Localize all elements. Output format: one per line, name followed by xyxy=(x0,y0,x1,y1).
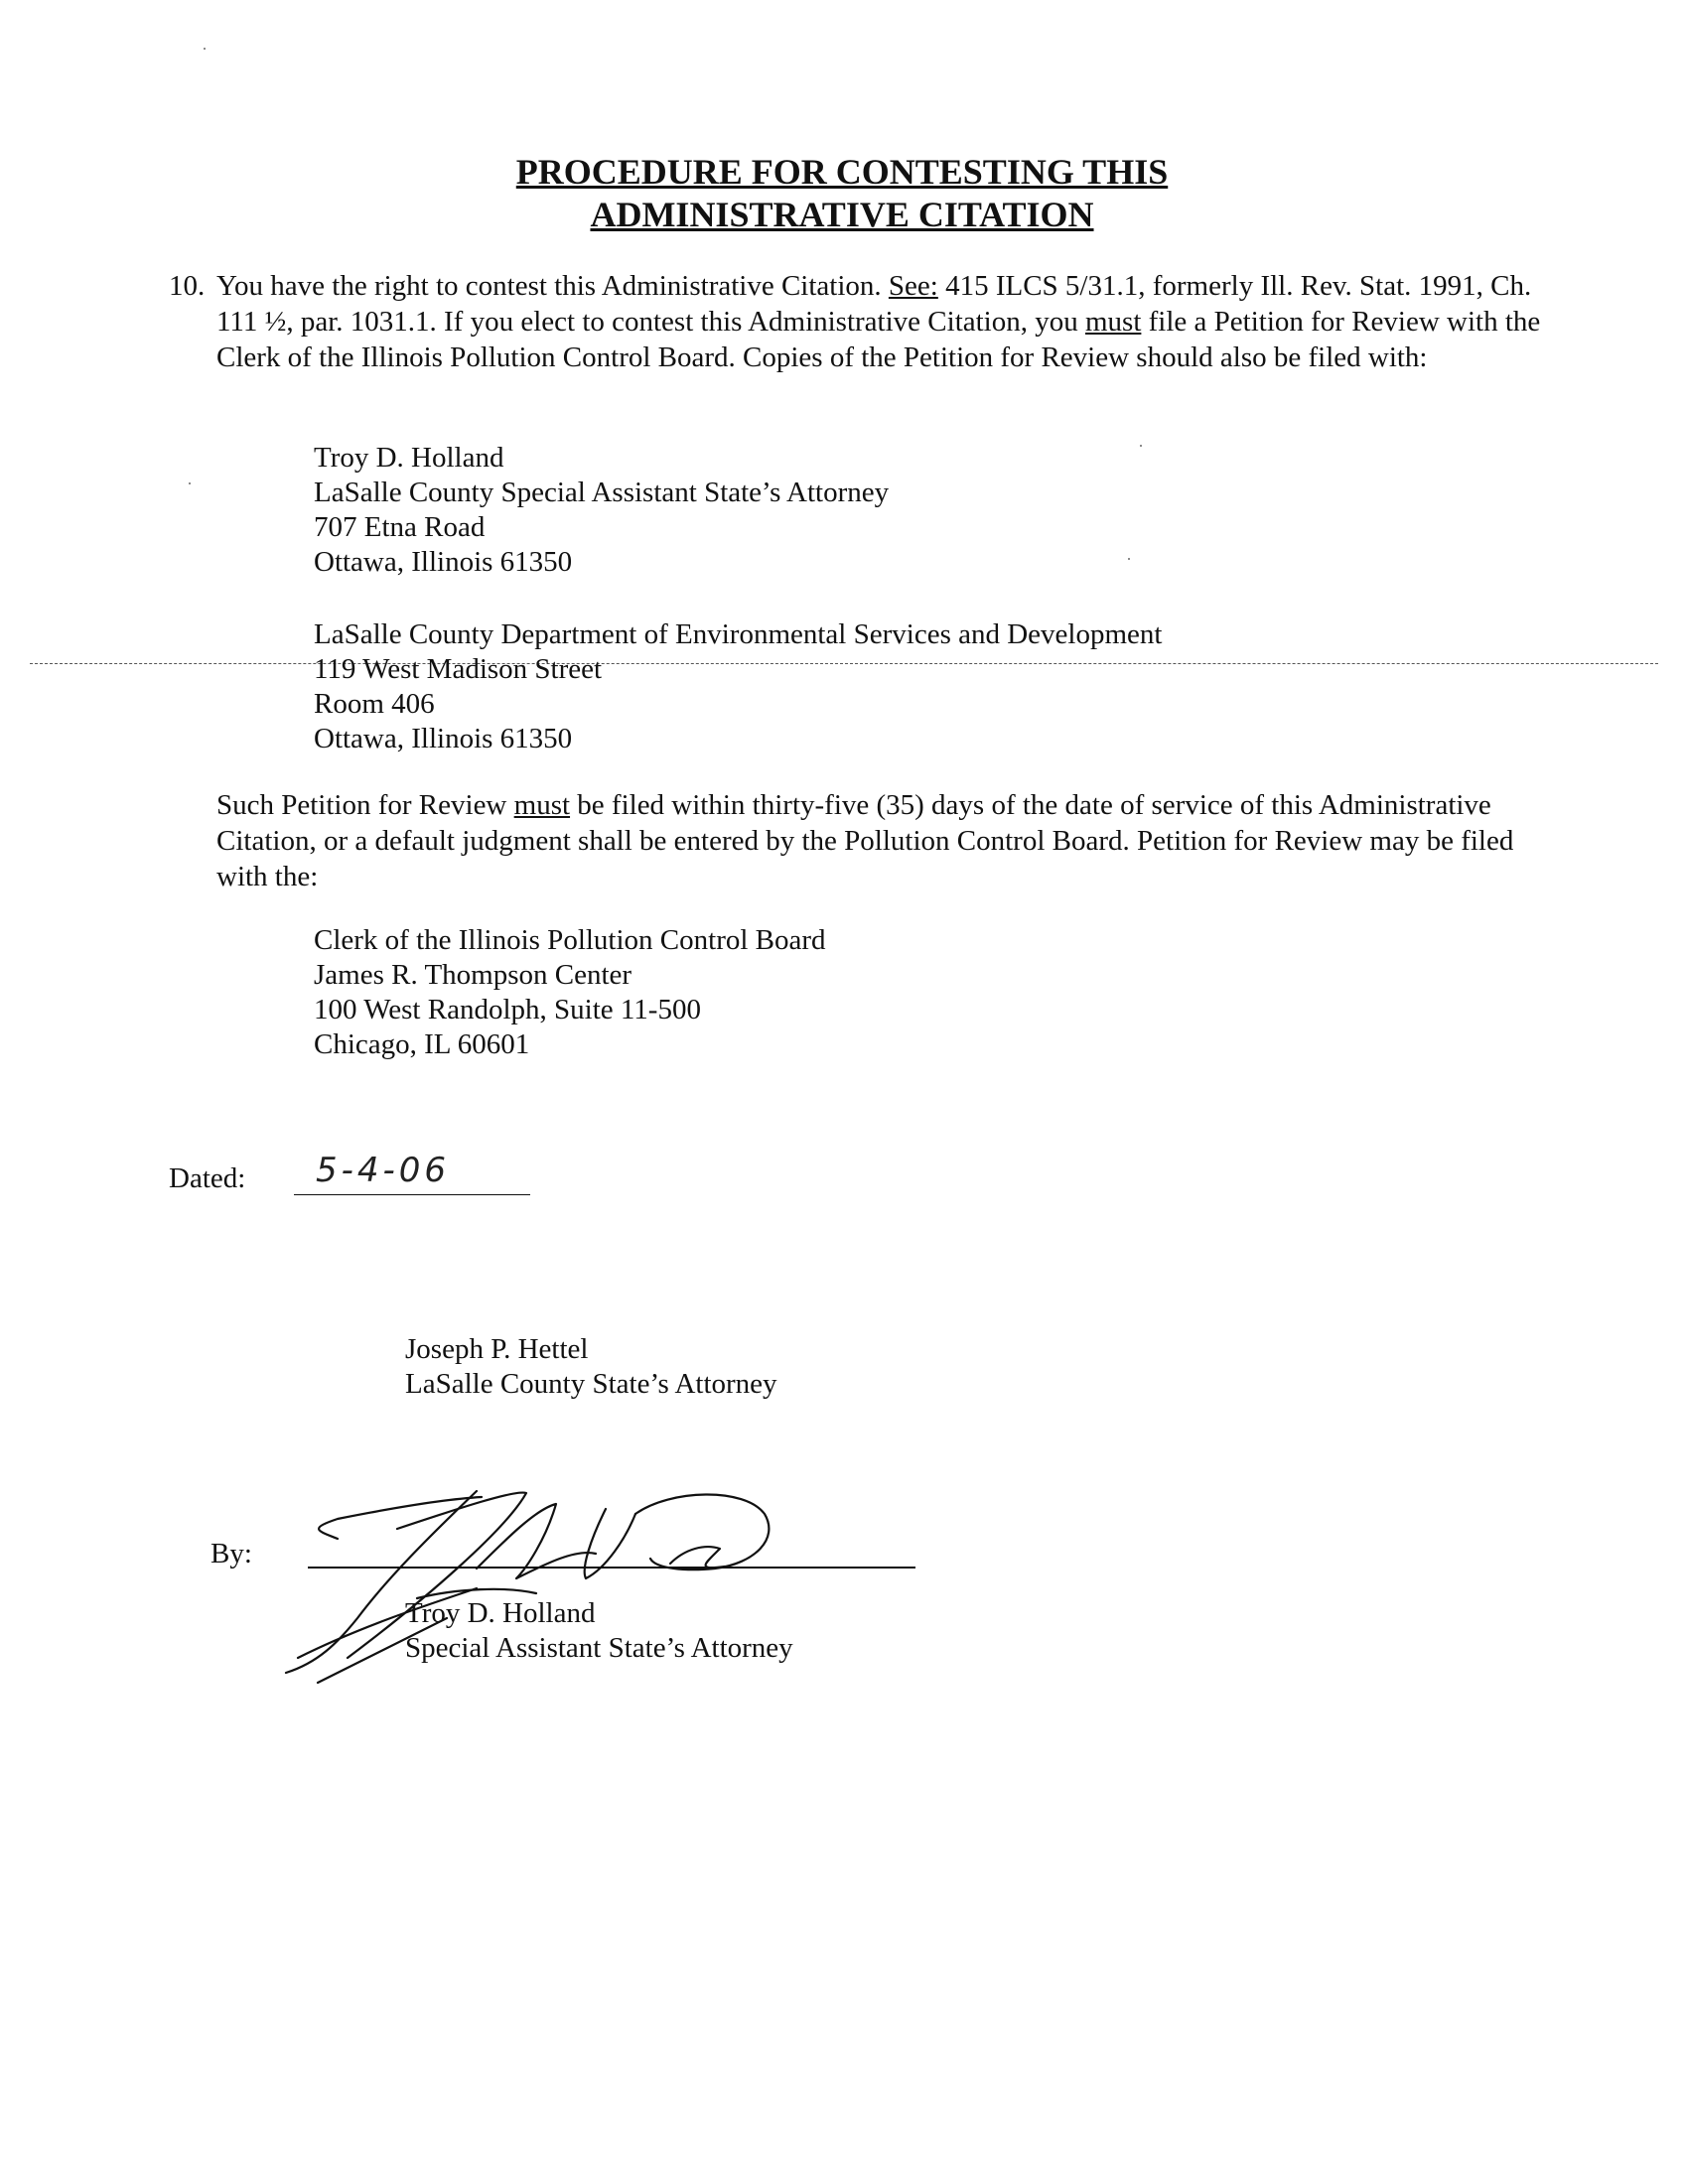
address-line: Ottawa, Illinois 61350 xyxy=(314,546,573,578)
address-line: 100 West Randolph, Suite 11-500 xyxy=(314,994,701,1025)
scan-speck xyxy=(189,482,191,484)
paragraph-number: 10. xyxy=(169,270,206,302)
paragraph-10 xyxy=(216,268,1547,375)
signer-title: Special Assistant State’s Attorney xyxy=(405,1632,793,1664)
address-line: 707 Etna Road xyxy=(314,511,486,543)
address-line: 119 West Madison Street xyxy=(314,653,603,685)
by-label: By: xyxy=(210,1538,252,1570)
address-line: Room 406 xyxy=(314,688,435,720)
signer-name: Troy D. Holland xyxy=(405,1597,596,1629)
paragraph-10-text-c: file a Petition for Review with the Clerk of the Illinois Pollution Control Board. Copies of the Petition for Review should also be filed with: xyxy=(216,306,1541,373)
address-line: James R. Thompson Center xyxy=(314,959,632,991)
dated-label: Dated: xyxy=(169,1162,246,1194)
scan-speck xyxy=(1128,558,1130,560)
states-attorney-title: LaSalle County State’s Attorney xyxy=(405,1368,777,1400)
see-reference: See: xyxy=(888,270,938,302)
address-line: Troy D. Holland xyxy=(314,442,504,474)
paragraph-10-text-b: 415 ILCS 5/31.1, formerly Ill. Rev. Stat. 1991, Ch. 111 ½, par. 1031.1. If you elect to contest this Administrative Citation, you xyxy=(216,270,1532,338)
address-line: Ottawa, Illinois 61350 xyxy=(314,723,573,754)
scan-speck xyxy=(204,48,206,50)
signer-block xyxy=(405,1596,793,1666)
must-emphasis: must xyxy=(1084,306,1142,338)
paragraph-filing-text-b: be filed within thirty-five (35) days of the date of service of this Administrative Citation, or a default judgment shall be entered by the Pollution Control Board. Petition for Review may be filed with the: xyxy=(216,789,1514,892)
dated-underline xyxy=(294,1194,530,1195)
scan-speck xyxy=(1140,445,1142,447)
address-attorney xyxy=(314,441,889,580)
paragraph-filing-text-a: Such Petition for Review xyxy=(216,789,507,821)
states-attorney-block xyxy=(405,1332,777,1402)
address-line: Chicago, IL 60601 xyxy=(314,1028,530,1060)
states-attorney-name: Joseph P. Hettel xyxy=(405,1333,589,1365)
page-title-line-2: ADMINISTRATIVE CITATION xyxy=(590,195,1094,234)
address-department xyxy=(314,617,1162,756)
address-line: LaSalle County Special Assistant State’s Attorney xyxy=(314,477,890,508)
paragraph-10-text-a: You have the right to contest this Administrative Citation. xyxy=(216,270,882,302)
paragraph-filing xyxy=(216,787,1547,894)
address-line: Clerk of the Illinois Pollution Control Board xyxy=(314,924,826,956)
dated-value: 5-4-06 xyxy=(316,1151,451,1190)
page-title-line-1: PROCEDURE FOR CONTESTING THIS xyxy=(515,152,1169,192)
must-emphasis: must xyxy=(513,789,571,821)
address-line: LaSalle County Department of Environmental Services and Development xyxy=(314,618,1163,650)
address-clerk xyxy=(314,923,826,1062)
